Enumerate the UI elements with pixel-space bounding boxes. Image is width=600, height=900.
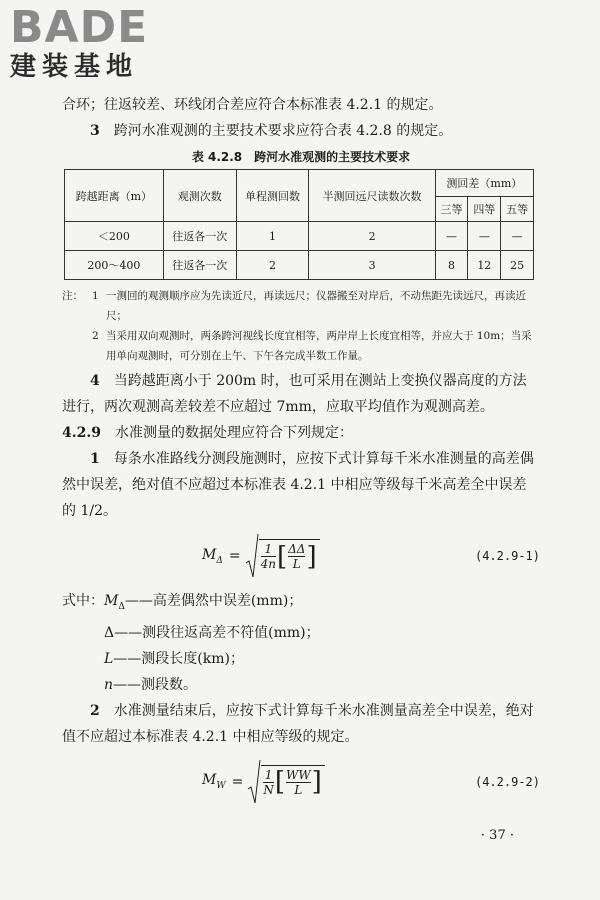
sqrt-icon [247,759,261,805]
table-note [62,326,540,366]
logo-bottom-text: 建装基地 [10,52,139,82]
item-3-number: 3 [90,123,100,139]
note-text: 当采用双向观测时，两条跨河视线长度宜相等，两岸岸上长度宜相等，并应大于 10m；当采用单向观测时，可分别在上午、下午各完成半数工作量。 [106,330,532,362]
page-content [62,92,540,814]
logo [10,2,149,82]
definitions [62,588,540,698]
table-cell: — [501,222,534,251]
page-number: · 37 · [480,828,514,843]
table-cell: 8 [435,251,468,280]
table-cell: 往返各一次 [163,222,236,251]
sub-item-2-number: 2 [90,702,100,719]
item-3 [62,118,540,144]
formula-2-label: (4.2.9-2) [474,774,540,789]
header-diff: 测回差（mm） [435,170,533,197]
note-text: 一测回的观测顺序应为先读近尺，再读远尺；仪器搬至对岸后，不动焦距先读远尺，再读近尺； [106,290,526,322]
sub-item-1-text: 每条水准路线分测段施测时，应按下式计算每千米水准测量的高差偶然中误差，绝对值不应超过本标准表 4.2.1 中相应等级每千米高差全中误差的 1/2。 [62,451,534,519]
note-number: 2 [92,330,99,342]
table-cell: 2 [309,222,435,251]
formula-1-equals: = [228,548,241,564]
sub-item-1-number: 1 [90,451,100,467]
formula-1-sqrt: $\frac{1}{4n}$ [ $\frac{\Delta\Delta}{L}$ ] [245,533,320,579]
definition-item: n——测段数。 [104,676,198,693]
header-single: 单程测回数 [236,170,309,222]
definition-item: 式中：$M_\Delta——$高差偶然中误差(mm)； [62,593,303,612]
table-cell: 25 [501,251,534,280]
item-4-text: 当跨越距离小于 200m 时，也可采用在测站上变换仪器高度的方法进行，两次观测高差较差不应超过 7mm，应取平均值作为观测高差。 [62,373,527,415]
section-number: 4.2.9 [62,425,101,441]
table-cell: — [468,222,501,251]
sub-item-1 [62,446,540,524]
sub-item-2-text: 水准测量结束后，应按下式计算每千米水准测量高差全中误差，绝对值不应超过本标准表 4.2.1 中相应等级的规定。 [62,702,534,745]
table-cell: 12 [468,251,501,280]
table-note [62,286,540,326]
formula-2 [62,750,540,814]
table-cell: 200～400 [65,251,164,280]
requirements-table [64,169,534,280]
table-cell: ＜200 [65,222,164,251]
formula-1-lhs: $M_\Delta$ [202,546,223,566]
section-text: 水准测量的数据处理应符合下列规定： [114,425,353,441]
note-label: 注： [62,290,83,302]
table-row [65,222,534,251]
logo-top-text: BADE [10,2,149,53]
header-count: 观测次数 [163,170,236,222]
table-cell: 1 [236,222,309,251]
item-4 [62,368,540,420]
table-cell: 往返各一次 [163,251,236,280]
table-title: 表 4.2.8 跨河水准观测的主要技术要求 [191,150,411,164]
header-grade-5: 五等 [501,197,534,222]
formula-1 [62,524,540,588]
formula-2-equals: = [231,773,244,790]
sub-item-2 [62,698,540,750]
item-3-text: 跨河水准观测的主要技术要求应符合表 4.2.8 的规定。 [113,123,453,139]
formula-2-lhs: $M_W$ [202,772,226,792]
table-cell: 3 [309,251,435,280]
header-grade-4: 四等 [468,197,501,222]
formula-2-sqrt: $\frac{1}{N}$ [ $\frac{WW}{L}$ ] [247,759,324,805]
table-cell: 2 [236,251,309,280]
definition-item: L——测段长度(km)； [104,650,244,667]
table-row [65,251,534,280]
definition-item: Δ——测段往返高差不符值(mm)； [104,624,320,641]
header-half: 半测回远尺读数次数 [309,170,435,222]
formula-1-label: (4.2.9-1) [474,549,540,563]
note-number: 1 [92,290,99,302]
section-heading [62,420,540,446]
intro-paragraph: 合环；往返较差、环线闭合差应符合本标准表 4.2.1 的规定。 [62,97,443,113]
item-4-number: 4 [90,373,100,389]
sqrt-icon [245,533,259,579]
header-grade-3: 三等 [435,197,468,222]
table-cell: — [435,222,468,251]
header-distance: 跨越距离（m） [65,170,164,222]
table-notes [62,286,540,366]
